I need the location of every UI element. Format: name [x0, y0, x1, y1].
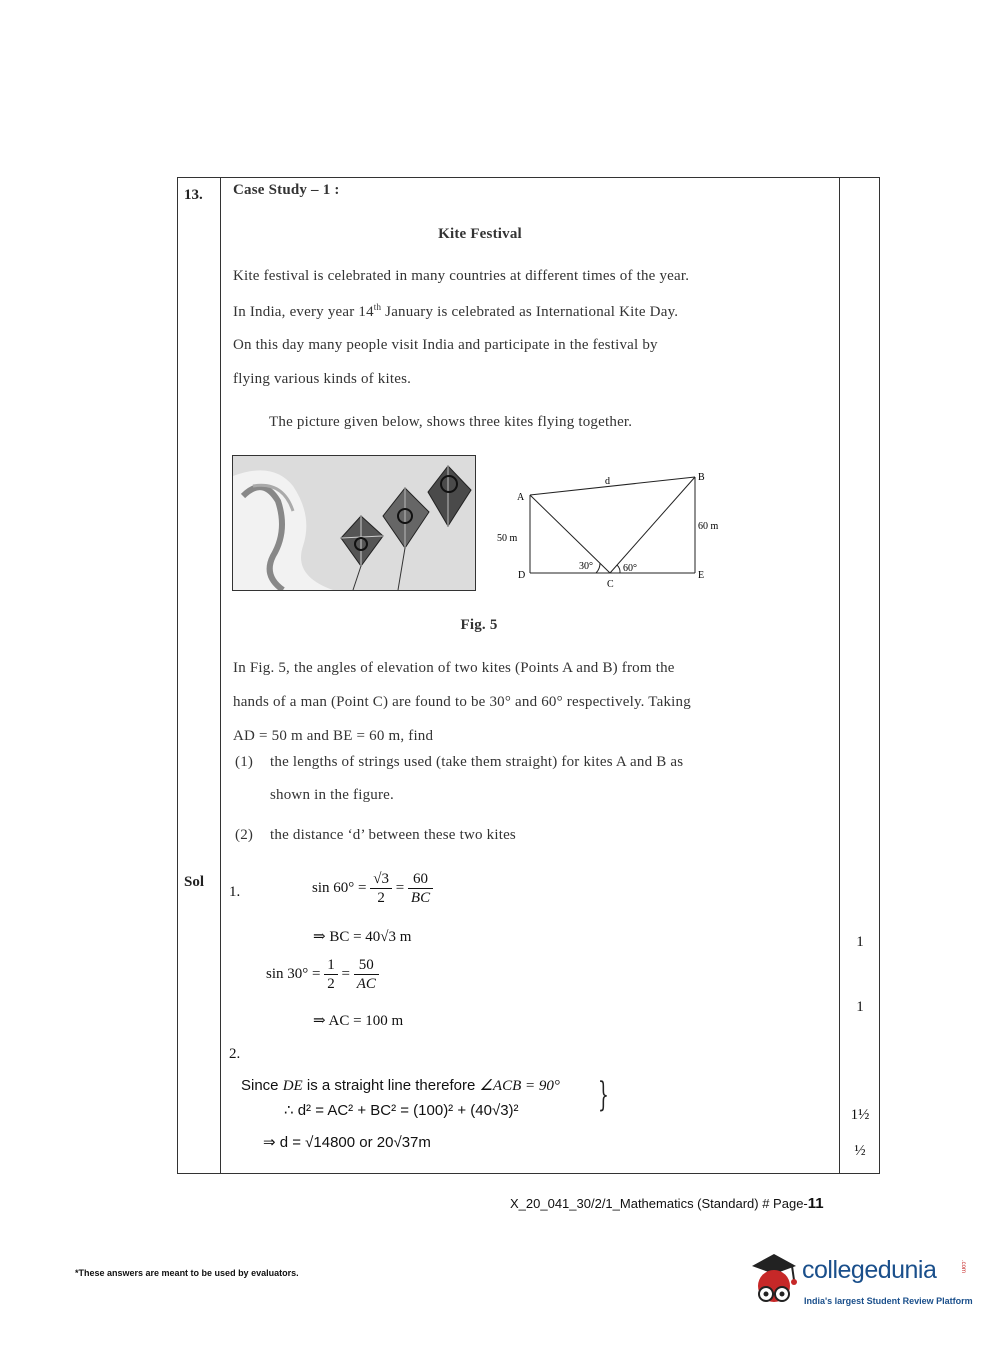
- line-bc: [610, 477, 695, 573]
- kites-photo-drawing: [233, 456, 475, 590]
- para-line-2: In India, every year 14th January is celebrated as International Kite Day.: [233, 302, 679, 320]
- solution-part-2-number: 2.: [229, 1046, 241, 1062]
- label-a: A: [517, 492, 525, 503]
- label-dist-d: d: [605, 476, 610, 487]
- picture-intro: The picture given below, shows three kites flying together.: [269, 414, 633, 430]
- item-1-line-1: the lengths of strings used (take them straight) for kites A and B as: [270, 754, 684, 770]
- item-2-number: (2): [235, 827, 254, 843]
- solution-part-1-number: 1.: [229, 884, 241, 900]
- item-2-line-1: the distance ‘d’ between these two kites: [270, 827, 516, 843]
- page-reference: X_20_041_30/2/1_Mathematics (Standard) # Page-11: [510, 1195, 824, 1212]
- line-ac: [530, 495, 610, 573]
- label-angle-30: 30°: [579, 561, 593, 572]
- mascot-icon: [744, 1250, 802, 1310]
- brand-tagline: India's largest Student Review Platform: [804, 1296, 973, 1306]
- part-2-line-3: ⇒ d = √14800 or 20√37m: [263, 1134, 431, 1151]
- brand-suffix: .com: [960, 1260, 966, 1274]
- para-line-1: Kite festival is celebrated in many countries at different times of the year.: [233, 268, 690, 284]
- part-2-line-1: Since DE is a straight line therefore ∠ACB = 90°: [241, 1077, 560, 1094]
- column-divider-right: [839, 177, 840, 1174]
- label-c: C: [607, 579, 614, 590]
- label-e: E: [698, 570, 705, 581]
- column-divider-left: [220, 177, 221, 1174]
- desc-line-3: AD = 50 m and BE = 60 m, find: [233, 728, 434, 744]
- brace-right: }: [598, 1075, 609, 1115]
- brand-name: collegedunia: [802, 1256, 937, 1284]
- label-50m: 50 m: [497, 533, 518, 544]
- sin30-equation: sin 30° = $\frac{1}{2}$ = $\frac{50}{AC}$: [266, 956, 379, 993]
- marks-4: ½: [854, 1143, 866, 1159]
- item-1-number: (1): [235, 754, 254, 770]
- case-study-title: Kite Festival: [438, 226, 522, 242]
- kites-photo: [232, 455, 476, 591]
- label-d: D: [518, 570, 526, 581]
- ac-result: ⇒ AC = 100 m: [313, 1013, 404, 1029]
- question-number: 13.: [184, 187, 203, 203]
- part-2-line-2: ∴ d² = AC² + BC² = (100)² + (40√3)²: [284, 1102, 519, 1119]
- label-angle-60: 60°: [623, 563, 637, 574]
- para-line-3: On this day many people visit India and participate in the festival by: [233, 337, 658, 353]
- geometry-figure: [495, 465, 735, 595]
- marks-2: 1: [856, 999, 864, 1015]
- case-study-heading: Case Study – 1 :: [233, 182, 340, 198]
- evaluator-note: *These answers are meant to be used by evaluators.: [75, 1268, 299, 1278]
- desc-line-1: In Fig. 5, the angles of elevation of two kites (Points A and B) from the: [233, 660, 675, 676]
- collegedunia-logo: [744, 1250, 974, 1316]
- line-ab: [530, 477, 695, 495]
- solution-label: Sol: [184, 874, 205, 890]
- marks-3: 1½: [850, 1107, 870, 1123]
- item-1-line-2: shown in the figure.: [270, 787, 394, 803]
- label-60m: 60 m: [698, 521, 719, 532]
- bc-result: ⇒ BC = 40√3 m: [313, 929, 412, 945]
- para-line-4: flying various kinds of kites.: [233, 371, 412, 387]
- label-b: B: [698, 472, 705, 483]
- desc-line-2: hands of a man (Point C) are found to be 30° and 60° respectively. Taking: [233, 694, 691, 710]
- marks-1: 1: [856, 934, 864, 950]
- figure-caption: Fig. 5: [460, 617, 498, 633]
- sin60-equation: sin 60° = $\frac{√3}{2}$ = $\frac{60}{BC}$: [312, 870, 433, 907]
